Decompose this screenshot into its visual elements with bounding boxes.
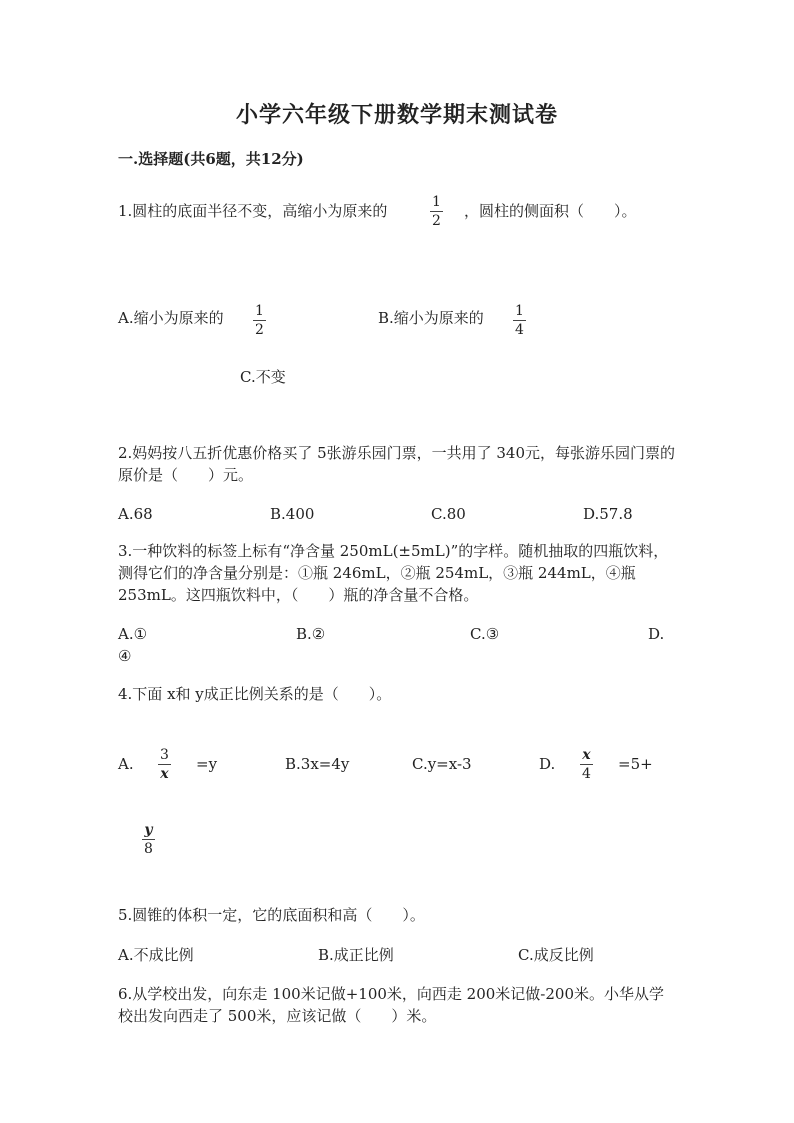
q1-frac-numerator: 1 [432,194,441,210]
q3-option-a: A.① [118,625,148,643]
q5-option-c: C.成反比例 [518,946,594,964]
q4-option-d-tail: =5+ [618,755,653,773]
q4-option-c: C.y=x-3 [412,755,472,773]
q1-option-b: B.缩小为原来的 [378,309,484,327]
fraction-bar [158,764,171,765]
q1-b-numerator: 1 [515,303,524,319]
fraction-bar [253,320,266,321]
q1-b-denominator: 4 [515,322,524,338]
q4-option-a-label: A. [118,755,134,773]
q2-option-d: D.57.8 [583,505,633,523]
q2-option-a: A.68 [118,505,153,523]
q1-option-c: C.不变 [240,368,286,386]
q4-option-d-fraction [580,747,593,782]
q4-a-denominator: x [160,766,169,782]
q3-option-c: C.③ [470,625,500,643]
q4-d-denominator: 4 [582,766,591,782]
q5-option-a: A.不成比例 [118,946,194,964]
q3-text: 3.一种饮料的标签上标有“净含量 250mL(±5mL)”的字样。随机抽取的四瓶饮料，测得它们的净含量分别是：①瓶 246mL，②瓶 254mL，③瓶 244mL，④瓶 253mL。这四瓶饮料中，（ ）瓶的净含量不合格。 [118,542,669,604]
fraction-bar [430,211,443,212]
fraction-bar [142,839,155,840]
q1-a-denominator: 2 [255,322,264,338]
q3-option-d-label: D. [648,625,665,643]
q4-d2-denominator: 8 [144,841,153,857]
q4-d2-numerator: y [144,822,153,838]
q6-text: 6.从学校出发，向东走 100米记做+100米，向西走 200米记做-200米。小华从学校出发向西走了 500米，应该记做（ ）米。 [118,985,665,1025]
q4-option-d-label: D. [539,755,556,773]
q2-text: 2.妈妈按八五折优惠价格买了 5张游乐园门票，一共用了 340元，每张游乐园门票的原价是（ ）元。 [118,444,676,484]
q4-option-a-fraction [158,747,171,782]
q1-prefix: 1.圆柱的底面半径不变，高缩小为原来的 [118,202,388,220]
q1-suffix: ，圆柱的侧面积（ ）。 [464,202,637,220]
section-heading: 一.选择题(共6题，共12分) [118,150,304,168]
q3-option-b: B.② [296,625,326,643]
q5-text: 5.圆锥的体积一定，它的底面积和高（ ）。 [118,906,425,924]
q1-fraction [430,194,443,229]
q1-frac-denominator: 2 [432,213,441,229]
q1-option-b-fraction [513,303,526,338]
q2-option-b: B.400 [270,505,315,523]
q1-a-numerator: 1 [255,303,264,319]
q4-option-d-fraction-2 [142,822,155,857]
q3-option-d-value: ④ [118,647,132,665]
fraction-bar [580,764,593,765]
q5-option-b: B.成正比例 [318,946,394,964]
fraction-bar [513,320,526,321]
q2-option-c: C.80 [431,505,466,523]
q4-a-numerator: 3 [160,747,169,763]
q4-d-numerator: x [582,747,591,763]
q4-text: 4.下面 x和 y成正比例关系的是（ ）。 [118,685,392,703]
q4-option-a-tail: =y [196,755,218,773]
q1-option-a-fraction [253,303,266,338]
q1-option-a: A.缩小为原来的 [118,309,224,327]
q4-option-b: B.3x=4y [285,755,350,773]
page-title: 小学六年级下册数学期末测试卷 [235,102,558,128]
